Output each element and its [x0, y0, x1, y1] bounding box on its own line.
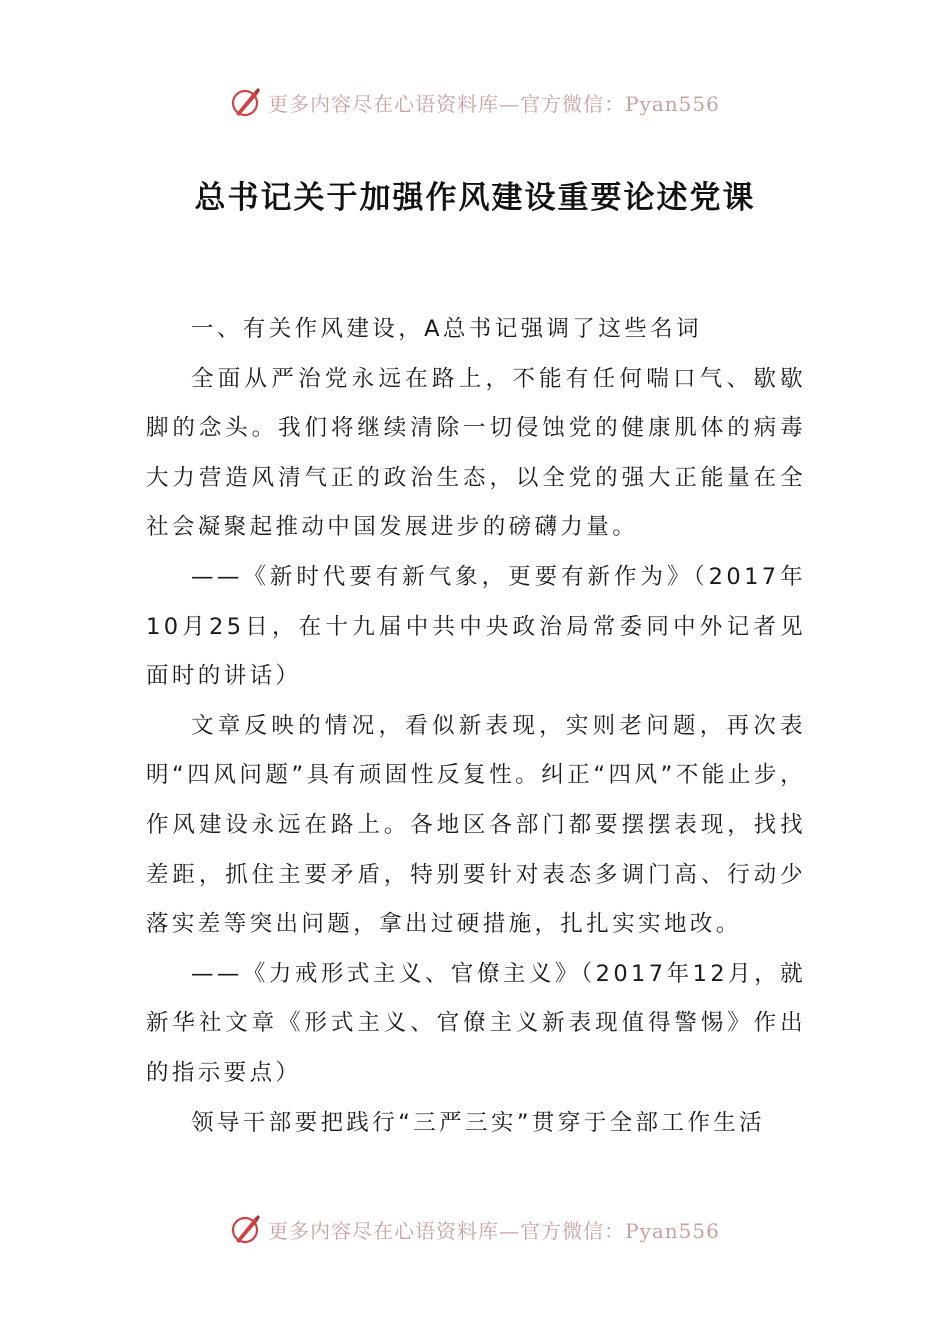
document-body	[146, 305, 806, 1148]
header-banner-text: 更多内容尽在心语资料库—官方微信：Pyan556	[268, 91, 720, 116]
citation: ——《新时代要有新气象，更要有新作为》（2017年10月25日，在十九届中共中央政治局常委同中外记者见面时的讲话）	[146, 563, 806, 690]
pen-logo-icon	[230, 86, 262, 118]
paragraph: 全面从严治党永远在路上，不能有任何喘口气、歇歇脚的念头。我们将继续清除一切侵蚀党的健康肌体的病毒大力营造风清气正的政治生态，以全党的强大正能量在全社会凝聚起推动中国发展进步的磅礴力量。	[146, 365, 806, 541]
citation: ——《力戒形式主义、官僚主义》（2017年12月，就新华社文章《形式主义、官僚主义新表现值得警惕》作出的指示要点）	[146, 960, 806, 1086]
footer-banner	[0, 1209, 950, 1249]
paragraph: 文章反映的情况，看似新表现，实则老问题，再次表明“四风问题”具有顽固性反复性。纠正“四风”不能止步，作风建设永远在路上。各地区各部门都要摆摆表现，找找差距，抓住主要矛盾，特别要针对表态多调门高、行动少落实差等突出问题，拿出过硬措施，扎扎实实地改。	[146, 712, 806, 938]
header-banner	[0, 82, 950, 122]
paragraph: 领导干部要把践行“三严三实”贯穿于全部工作生活	[191, 1109, 766, 1136]
document-title: 总书记关于加强作风建设重要论述党课	[194, 180, 756, 216]
pen-logo-icon	[230, 1213, 262, 1245]
footer-banner-text: 更多内容尽在心语资料库—官方微信：Pyan556	[268, 1218, 720, 1243]
section-heading: 一、有关作风建设，A总书记强调了这些名词	[191, 316, 702, 342]
